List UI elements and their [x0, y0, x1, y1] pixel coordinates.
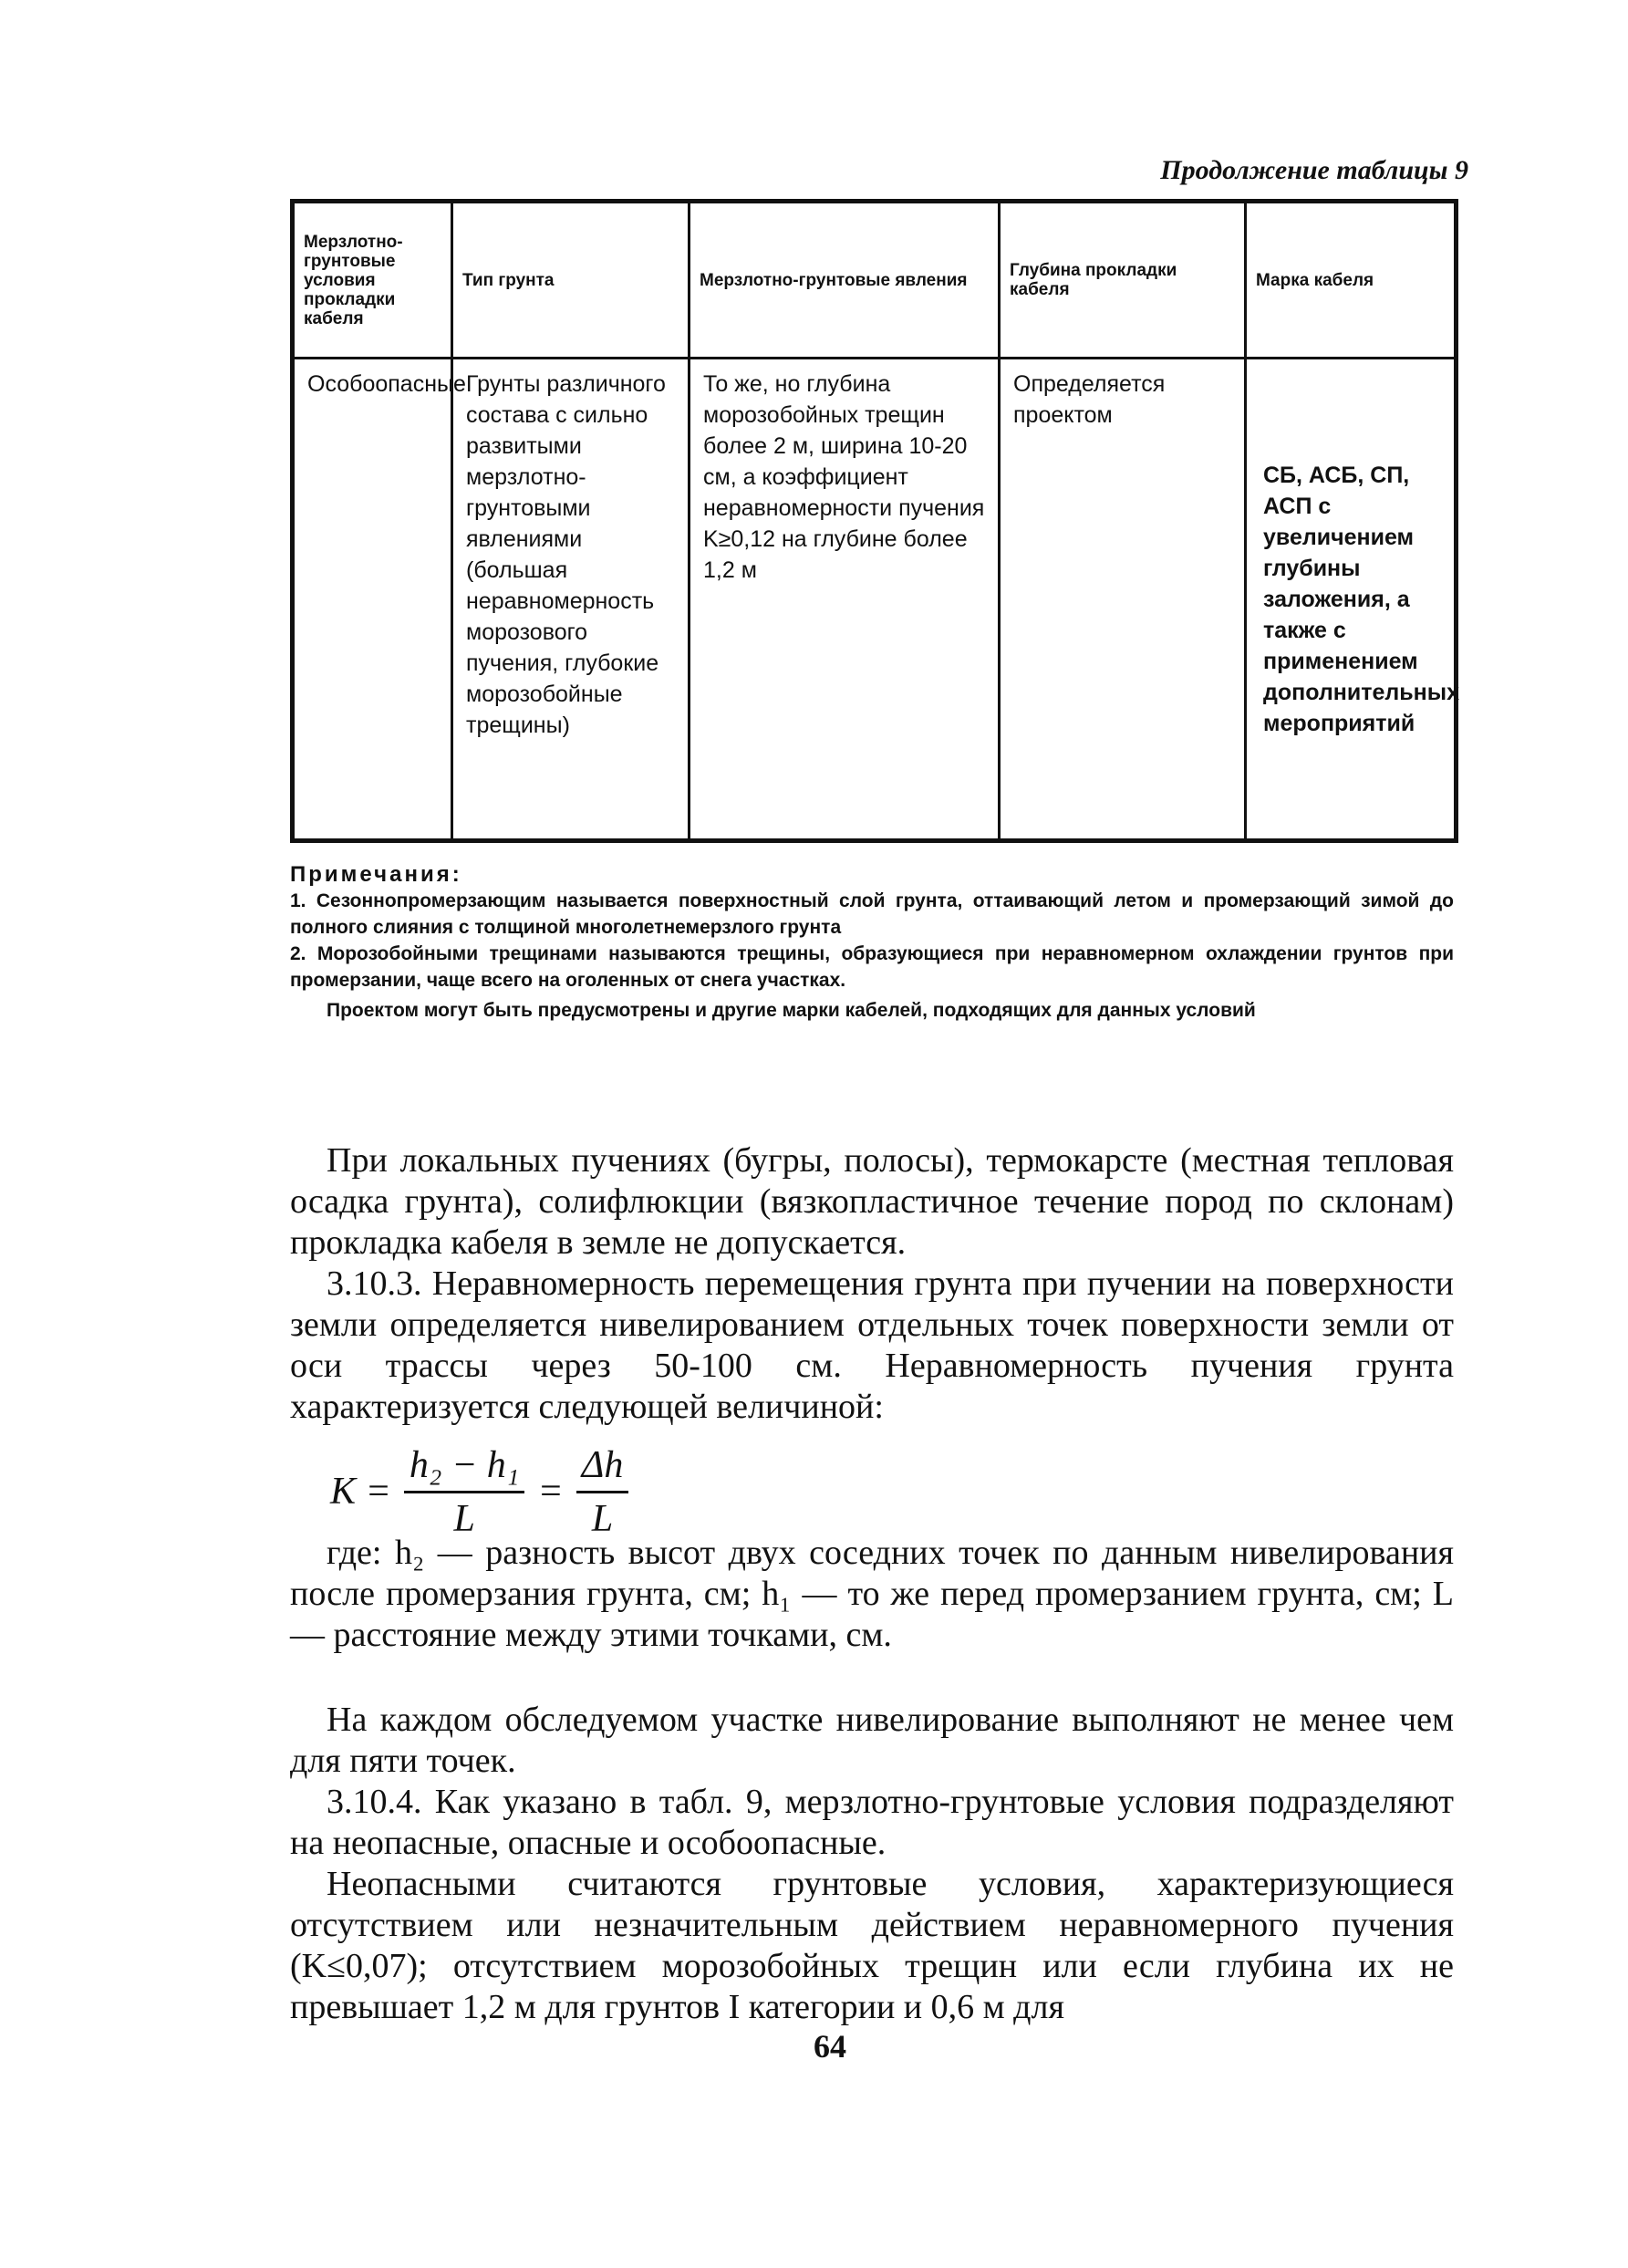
note-item: 2. Морозобойными трещинами называются трещины, образующиеся при неравномерном охлаждении грунтов при промерзании, чаще всего на оголенных от снега участках. — [290, 943, 1454, 991]
table-continuation-caption: Продолжение таблицы 9 — [1160, 155, 1468, 185]
frozen-soil-table — [290, 199, 1458, 843]
cell-depth: Определяется проектом — [1000, 359, 1246, 841]
formula-denominator-2: L — [591, 1497, 614, 1540]
body-text-top — [290, 1140, 1454, 1428]
note-item: 1. Сезоннопромерзающим называется поверхностный слой грунта, оттаивающий летом и промерзающий зимой до полного слияния с толщиной многолетнемерзлого грунта — [290, 890, 1454, 938]
column-header-depth: Глубина прокладки кабеля — [1000, 202, 1246, 359]
paragraph: При локальных пучениях (бугры, полосы), термокарсте (местная тепловая осадка грунта), солифлюкции (вязкопластичное течение пород по склонам) прокладка кабеля в земле не допускается. — [290, 1141, 1454, 1262]
cell-soil-type: Грунты различного состава с сильно развитыми мерзлотно-грунтовыми явлениями (большая неравномерность морозового пучения, глубокие морозобойные трещины) — [452, 359, 690, 841]
paragraph: На каждом обследуемом участке нивелирование выполняют не менее чем для пяти точек. — [290, 1701, 1454, 1780]
column-header-conditions: Мерзлотно-грунтовые условия прокладки кабеля — [293, 202, 452, 359]
paragraph: где: h₂ — разность высот двух соседних точек по данным нивелирования после промерзания грунта, см; h₁ — то же перед промерзанием грунта, см; L — расстояние между этими точками, см. — [290, 1534, 1454, 1654]
cell-phenomena: То же, но глубина морозобойных трещин более 2 м, ширина 10-20 см, а коэффициент неравномерности пучения K≥0,12 на глубине более 1,2 м — [690, 359, 1000, 841]
formula-numerator-2: Δh — [576, 1443, 629, 1493]
formula-equals: = — [537, 1471, 564, 1513]
paragraph: 3.10.4. Как указано в табл. 9, мерзлотно-грунтовые условия подразделяют на неопасные, опасные и особоопасные. — [290, 1783, 1454, 1862]
paragraph: 3.10.3. Неравномерность перемещения грунта при пучении на поверхности земли определяется нивелированием отдельных точек поверхности земли от оси трассы через 50-100 см. Неравномерность пучения грунта характеризуется следующей величиной: — [290, 1264, 1454, 1426]
formula — [330, 1441, 641, 1542]
column-header-soil-type: Тип грунта — [452, 202, 690, 359]
notes-heading: Примечания: — [290, 862, 462, 887]
column-header-phenomena: Мерзлотно-грунтовые явления — [690, 202, 1000, 359]
table-row — [293, 359, 1457, 841]
paragraph: Неопасными считаются грунтовые условия, характеризующиеся отсутствием или незначительным действием неравномерного пучения (K≤0,07); отсутствием морозобойных трещин или если глубина их не превышает 1,2 м для грунтов I категории и 0,6 м для — [290, 1865, 1454, 2026]
formula-fraction-1 — [404, 1443, 525, 1541]
body-text-bottom — [290, 1533, 1454, 2028]
cell-condition: Особоопасные — [293, 359, 452, 841]
formula-lhs: K = — [330, 1471, 391, 1513]
column-header-cable-grade: Марка кабеля — [1246, 202, 1457, 359]
table-header-row — [293, 202, 1457, 359]
formula-denominator-1: L — [453, 1497, 475, 1540]
formula-fraction-2 — [576, 1443, 629, 1541]
note-extra: Проектом могут быть предусмотрены и другие марки кабелей, подходящих для данных условий — [327, 1000, 1256, 1021]
cell-cable-grade: СБ, АСБ, СП, АСП с увеличением глубины заложения, а также с применением дополнительных мероприятий — [1246, 359, 1457, 841]
page-number: 64 — [814, 2028, 846, 2065]
table-notes — [290, 861, 1454, 1024]
formula-numerator-1: h₂ − h₁ — [404, 1443, 525, 1493]
